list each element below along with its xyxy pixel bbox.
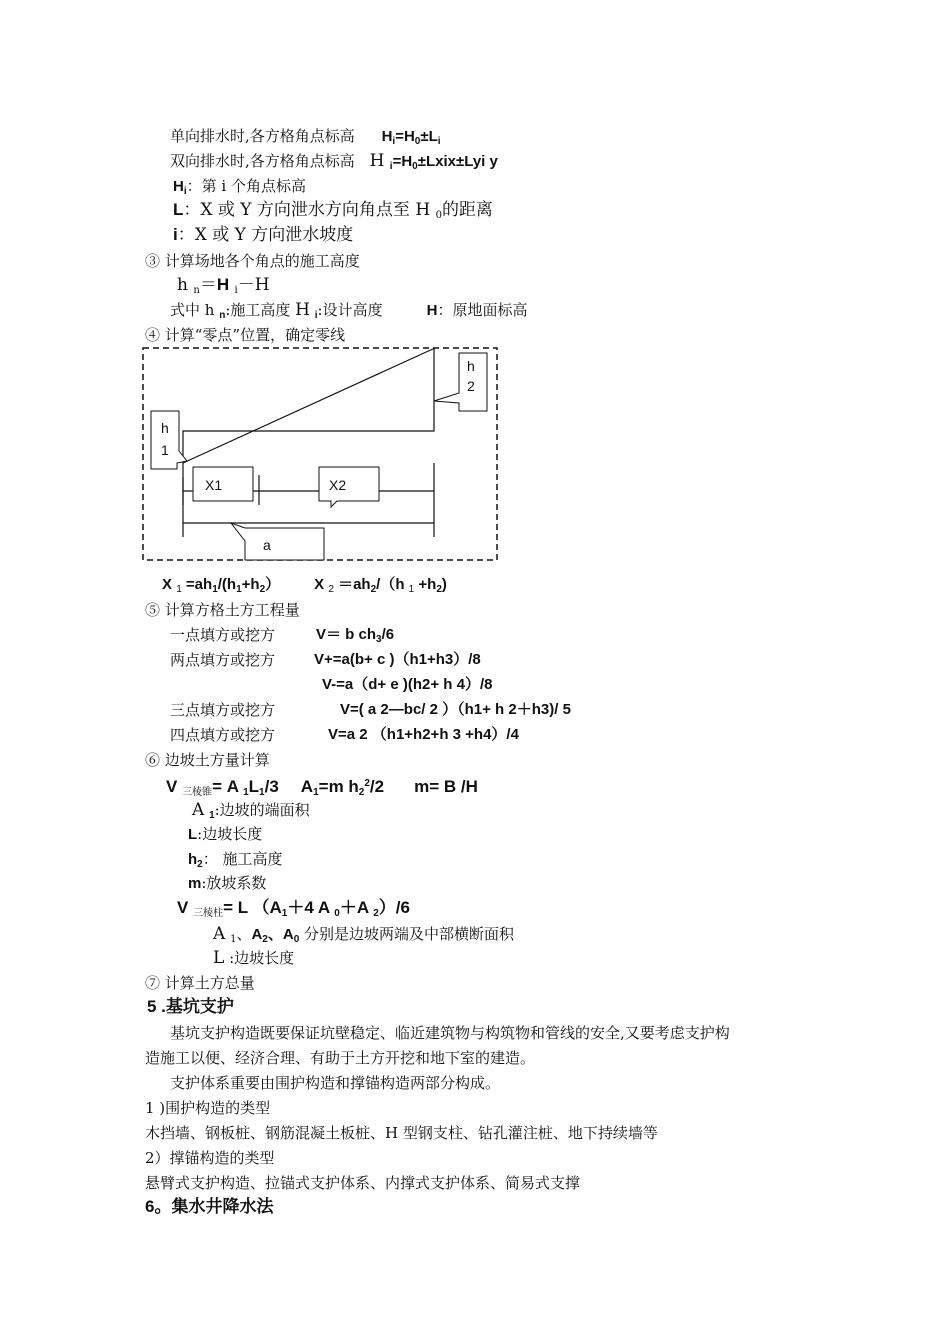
section6-heading: 6。集水井降水法 [145, 1197, 274, 1216]
h2-callout [434, 353, 487, 411]
zero-point-formulas: X $_1 =ah_1/(h_1+h_2)$ X $_2 =ah_2/(h$ $_1 +h_2$) [162, 576, 447, 595]
construction-height-definition: $h_2$： 施工高度 [188, 850, 283, 870]
two-way-drain-label: 双向排水时,各方格角点标高 [170, 152, 355, 170]
slope-length-definition-2: L :边坡长度 [213, 948, 295, 968]
volume-row-4: 三点填方或挖方 V=( a 2—bc/ 2 ）（h1+ h 2＋h3)/ 5 [170, 701, 571, 719]
volume-row-1: 一点填方或挖方 V＝ b $ch_3/6$ [170, 626, 395, 645]
slope-coefficient-definition: m:放坡系数 [188, 874, 267, 892]
section5-paragraph-2: 支护体系重要由围护构造和撑锚构造两部分构成。 [170, 1074, 501, 1092]
h1-callout [151, 411, 187, 469]
retaining-structure-title: 1 )围护构造的类型 [145, 1099, 271, 1117]
construction-height-explanation: 式中 h $_n$:施工高度 H $_i$:设计高度 H：原地面标高 [170, 300, 528, 321]
volume-row-5: 四点填方或挖方 V=a 2 （h1+h2+h 3 +h4）/4 [170, 726, 519, 744]
x1-label: X1 [205, 477, 223, 493]
hi-definition: $H_i$：第 i 个角点标高 [173, 177, 306, 197]
x1-box [193, 467, 253, 501]
section5-paragraph-1a: 基坑支护构造既要保证坑壁稳定、临近建筑物与构筑物和管线的安全,又要考虑支护构 [170, 1024, 730, 1042]
end-area-definition: A $_1$:边坡的端面积 [192, 800, 310, 821]
retaining-structure-types: 木挡墙、钢板桩、钢筋混凝土板桩、H 型钢支柱、钻孔灌注桩、地下持续墙等 [145, 1124, 658, 1142]
zero-line-diagram [141, 345, 501, 565]
volume-row-3: V-=a（d+ e )(h2+ h 4）/8 [322, 676, 493, 693]
two-way-drain-formula: H $_i=H_0\pm Lxix\pm Lyi$ y [369, 151, 498, 172]
a-callout [231, 523, 324, 560]
a-callout-label: a [263, 537, 271, 553]
slope-length-definition: L:边坡长度 [188, 825, 263, 843]
i-definition: i：X 或 Y 方向泄水坡度 [173, 225, 354, 245]
step7-title: ⑦ 计算土方总量 [145, 974, 255, 992]
cross-section-areas-definition: A $_1$、$A_2$、$A_0$ 分别是边坡两端及中部横断面积 [213, 924, 515, 945]
step5-title: ⑤ 计算方格土方工程量 [145, 601, 300, 619]
pyramid-formula: V $_{三棱锥}$= A $_1L_1/3$ $A_1=m$ $h_2^2/2$ m= B /H [166, 777, 478, 798]
l-definition: L：X 或 Y 方向泄水方向角点至 H $_0$的距离 [173, 200, 493, 221]
section5-heading: 5 .基坑支护 [147, 997, 234, 1016]
step3-title: ③ 计算场地各个角点的施工高度 [145, 252, 360, 270]
h2-callout-text-1: h [467, 358, 475, 374]
h1-callout-text-2: 1 [161, 442, 169, 458]
one-way-drain-label: 单向排水时,各方格角点标高 [170, 127, 355, 145]
construction-height-formula: h $_n$＝H $_i$－H [177, 275, 270, 296]
zero-line-diagonal [183, 348, 435, 463]
step6-title: ⑥ 边坡土方量计算 [145, 751, 270, 769]
volume-row-2: 两点填方或挖方 V+=a(b+ c )（h1+h3）/8 [170, 651, 481, 669]
one-way-drain-formula: $H_i=H_0\pm L_i$ [381, 128, 441, 147]
x2-box [319, 467, 379, 507]
prism-formula: V $_{三棱柱}$= L （$A_1+4$ A $_0$＋A $_2$）/6 [177, 898, 410, 919]
step4-title: ④ 计算“零点”位置，确定零线 [145, 326, 346, 344]
bracing-structure-title: 2）撑锚构造的类型 [145, 1149, 275, 1167]
h1-callout-text-1: h [161, 420, 169, 436]
h2-callout-text-2: 2 [467, 378, 475, 394]
x2-label: X2 [329, 477, 347, 493]
bracing-structure-types: 悬臂式支护构造、拉锚式支护体系、内撑式支护体系、简易式支撑 [145, 1174, 581, 1192]
section5-paragraph-1b: 造施工以便、经济合理、有助于土方开挖和地下室的建造。 [145, 1049, 536, 1067]
